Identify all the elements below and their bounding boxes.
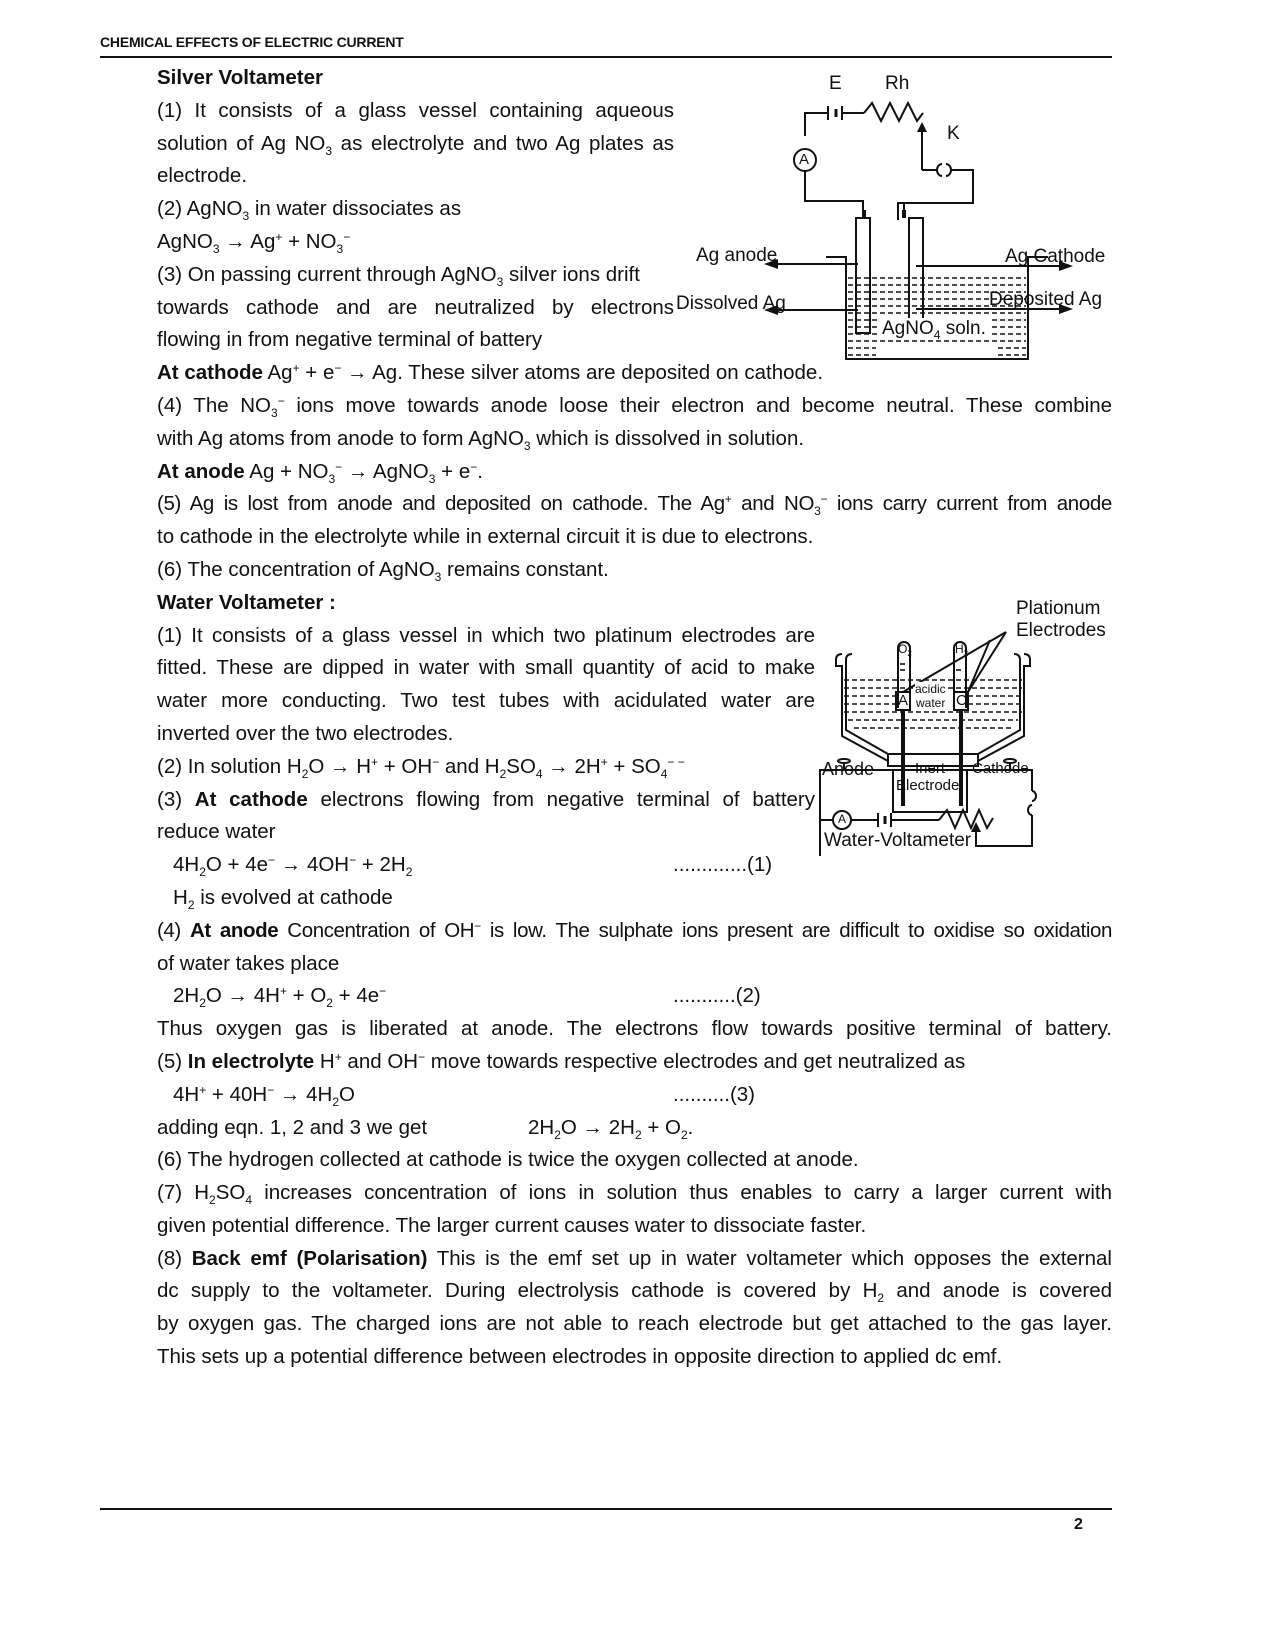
silver-p5-line2: to cathode in the electrolyte while in external circuit it is due to electrons.	[157, 525, 814, 549]
acidic-water-label: acidic	[915, 682, 946, 696]
silver-p4-line1: (4) The $NO_3^-$ ions move towards anode loose their electron and become neutral. These combine	[157, 393, 1112, 420]
water-p1-line1: (1) It consists of a glass vessel in which two platinum electrodes are	[157, 623, 815, 647]
silver-p4-line2: with Ag atoms from anode to form AgNO$_3$ which is dissolved in solution.	[157, 426, 805, 453]
footer-rule	[100, 1508, 1112, 1510]
header-rule	[100, 56, 1112, 58]
emf-label: E	[829, 73, 842, 94]
water-equation-3: $4H^+ + 40H^- \to 4H_2O$ ..........(3)	[157, 1079, 1112, 1112]
water-p1-line2: fitted. These are dipped in water with small quantity of acid to make	[157, 656, 815, 680]
water-p8-line3: by oxygen gas. The charged ions are not able to reach electrode but get attached to the gas layer.	[157, 1312, 1112, 1336]
ammeter-label: A	[838, 812, 847, 826]
silver-p3-line2: towards cathode and are neutralized by electrons	[157, 295, 674, 319]
silver-p6: (6) The concentration of AgNO$_3$ remains constant.	[157, 557, 609, 584]
h2-label: $H_2$	[955, 642, 969, 658]
page-number: 2	[1074, 1516, 1083, 1533]
water-net-reaction: adding eqn. 1, 2 and 3 we get $2H_2O \to 2H_2 + O_2$.	[157, 1112, 1112, 1145]
silver-p2: (2) AgNO$_3$ in water dissociates as	[157, 197, 462, 224]
water-voltameter-caption: Water-Voltameter	[824, 830, 972, 851]
water-p2-dissociation: (2) In solution $H_2O \to H^+ + OH^-$ and $H_2SO_4 \to 2H^+ + SO_4^{- -}$	[157, 754, 685, 781]
acidic-water-label-2: water	[916, 696, 946, 710]
water-equation-2: $2H_2O \to 4H^+ + O_2 + 4e^-$ ...........(2)	[157, 980, 1112, 1013]
cathode-label: Cathode	[972, 760, 1029, 777]
water-thus-oxygen: Thus oxygen gas is liberated at anode. The electrons flow towards positive terminal of battery.	[157, 1017, 1112, 1041]
o2-label: $O_2$	[898, 642, 912, 658]
net-equation: $2H_2O \to 2H_2 + O_2$.	[528, 1115, 694, 1142]
water-p4-line1: (4) At anode Concentration of OH− is low. The sulphate ions present are difficult to oxidise so oxidation	[157, 918, 1112, 942]
water-p7-line1: (7) $H_2SO_4$ increases concentration of ions in solution thus enables to carry a larger current with	[157, 1181, 1112, 1208]
water-p7-line2: given potential difference. The larger current causes water to dissociate faster.	[157, 1213, 867, 1237]
inert-electrode-label-2: Electrode	[896, 777, 960, 794]
silver-anode-reaction: At anode $Ag + NO_3^-$ → AgNO$_3$ + e−.	[157, 459, 483, 486]
page-body	[157, 62, 1112, 1374]
water-p1-line3: water more conducting. Two test tubes with acidulated water are	[157, 689, 815, 713]
ammeter-label: A	[799, 151, 810, 168]
water-p3-line1: (3) At cathode electrons flowing from negative terminal of battery	[157, 787, 815, 811]
equation-2-number: ...........(2)	[673, 984, 761, 1008]
anode-electrode-a-label: A	[898, 692, 909, 709]
silver-p1-line2: solution of Ag $NO_3$ as electrolyte and two Ag plates as	[157, 131, 674, 158]
deposited-ag-label: Deposited Ag	[989, 289, 1103, 310]
platinum-electrodes-label-2: Electrodes	[1016, 620, 1106, 641]
water-p1-line4: inverted over the two electrodes.	[157, 721, 454, 745]
rheostat-label: Rh	[885, 73, 910, 94]
silver-p1-line3: electrode.	[157, 164, 248, 188]
silver-p3-line1: (3) On passing current through AgNO$_3$ silver ions drift	[157, 262, 640, 289]
cathode-electrode-c-label: C	[956, 692, 967, 709]
silver-p5-line1: (5) Ag is lost from anode and deposited on cathode. The Ag+ and $NO_3^-$ ions carry current from anode	[157, 492, 1112, 519]
agno3-solution-label: AgNO$_4$ soln.	[879, 318, 989, 340]
silver-cathode-reaction: At cathode Ag+ + e− → Ag. These silver atoms are deposited on cathode.	[157, 361, 824, 385]
key-label: K	[947, 123, 960, 144]
inert-electrode-label: Inert	[915, 760, 946, 777]
silver-p1-line1: (1) It consists of a glass vessel containing aqueous	[157, 98, 674, 122]
ag-cathode-label: Ag Cathode	[1005, 246, 1106, 267]
equation-3-number: ..........(3)	[673, 1082, 756, 1106]
silver-p3-line3: flowing in from negative terminal of battery	[157, 328, 543, 352]
ag-anode-label: Ag anode	[696, 245, 778, 266]
platinum-electrodes-label: Plationum	[1016, 598, 1101, 619]
water-p4-line2: of water takes place	[157, 951, 340, 975]
running-header: CHEMICAL EFFECTS OF ELECTRIC CURRENT	[100, 34, 404, 50]
water-p8-line2: dc supply to the voltameter. During electrolysis cathode is covered by $H_2$ and anode is covered	[157, 1279, 1113, 1306]
water-equation-1: $4H_2O + 4e^- \to 4OH^- + 2H_2$ .............(1)	[157, 849, 1112, 882]
water-p8-line1: (8) Back emf (Polarisation) This is the emf set up in water voltameter which opposes the external	[157, 1246, 1112, 1270]
equation-1-number: .............(1)	[673, 853, 773, 877]
water-p3-line2: reduce water	[157, 820, 276, 844]
section-heading-silver-voltameter: Silver Voltameter	[157, 66, 323, 89]
silver-dissociation-equation: AgNO$_3$ → $Ag^+ + NO_3^-$	[157, 229, 351, 256]
dissolved-ag-label: Dissolved Ag	[676, 293, 786, 314]
anode-label: Anode	[822, 759, 875, 779]
water-p6: (6) The hydrogen collected at cathode is twice the oxygen collected at anode.	[157, 1148, 859, 1172]
section-heading-water-voltameter: Water Voltameter :	[157, 590, 336, 614]
water-p8-line4: This sets up a potential difference between electrodes in opposite direction to applied dc emf.	[157, 1345, 1003, 1369]
water-h2-evolved: $H_2$ is evolved at cathode	[173, 885, 393, 912]
water-p5: (5) In electrolyte H+ and OH− move towards respective electrodes and get neutralized as	[157, 1049, 966, 1073]
